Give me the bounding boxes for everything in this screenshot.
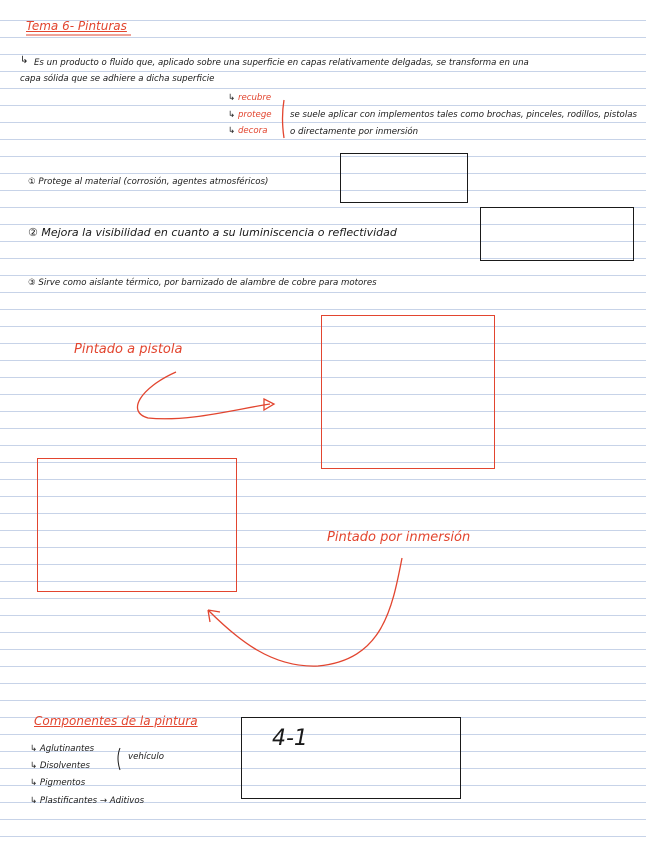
tree-arrow: ↳	[228, 93, 238, 103]
function-item-decora: ↳ decora	[228, 126, 268, 136]
definition-line-2: capa sólida que se adhiere a dicha superficie	[20, 74, 215, 84]
point-2: ② Mejora la visibilidad en cuanto a su luminiscencia o reflectividad	[28, 226, 397, 239]
component-item-aglutinantes: ↳ Aglutinantes	[30, 744, 95, 754]
definition-line-1: Es un producto o fluido que, aplicado sobre una superficie en capas relativamente delgadas, se transforma en una	[34, 58, 529, 68]
function-item-recubre: ↳ recubre	[228, 93, 272, 103]
component-item-plastificantes: ↳ Plastificantes → Aditivos	[30, 796, 145, 806]
definition-arrow: ↳	[20, 55, 29, 66]
page-title: Tema 6- Pinturas	[26, 19, 127, 33]
annotation-inmersion: Pintado por inmersión	[327, 530, 471, 545]
tree-arrow: ↳	[228, 110, 238, 120]
point-1: ① Protege al material (corrosión, agentes atmosféricos)	[28, 177, 269, 187]
vehicle-label: vehículo	[128, 752, 165, 762]
function-item-protege: ↳ protege	[228, 110, 272, 120]
point-3: ③ Sirve como aislante térmico, por barnizado de alambre de cobre para motores	[28, 278, 377, 288]
arrow-inmersion-curve	[208, 558, 402, 666]
application-line-1: se suele aplicar con implementos tales como brochas, pinceles, rodillos, pistolas	[290, 110, 637, 120]
component-item-disolventes: ↳ Disolventes	[30, 761, 91, 771]
application-line-2: o directamente por inmersión	[290, 127, 419, 137]
functions-bracket	[283, 100, 285, 138]
arrow-pistola-curve	[137, 372, 270, 419]
vehicle-bracket	[118, 748, 120, 770]
components-box-text: 4-1	[272, 726, 308, 751]
components-title: Componentes de la pintura	[34, 714, 198, 728]
component-item-pigmentos: ↳ Pigmentos	[30, 778, 86, 788]
annotation-pistola: Pintado a pistola	[74, 342, 183, 357]
tree-arrow: ↳	[228, 126, 238, 136]
